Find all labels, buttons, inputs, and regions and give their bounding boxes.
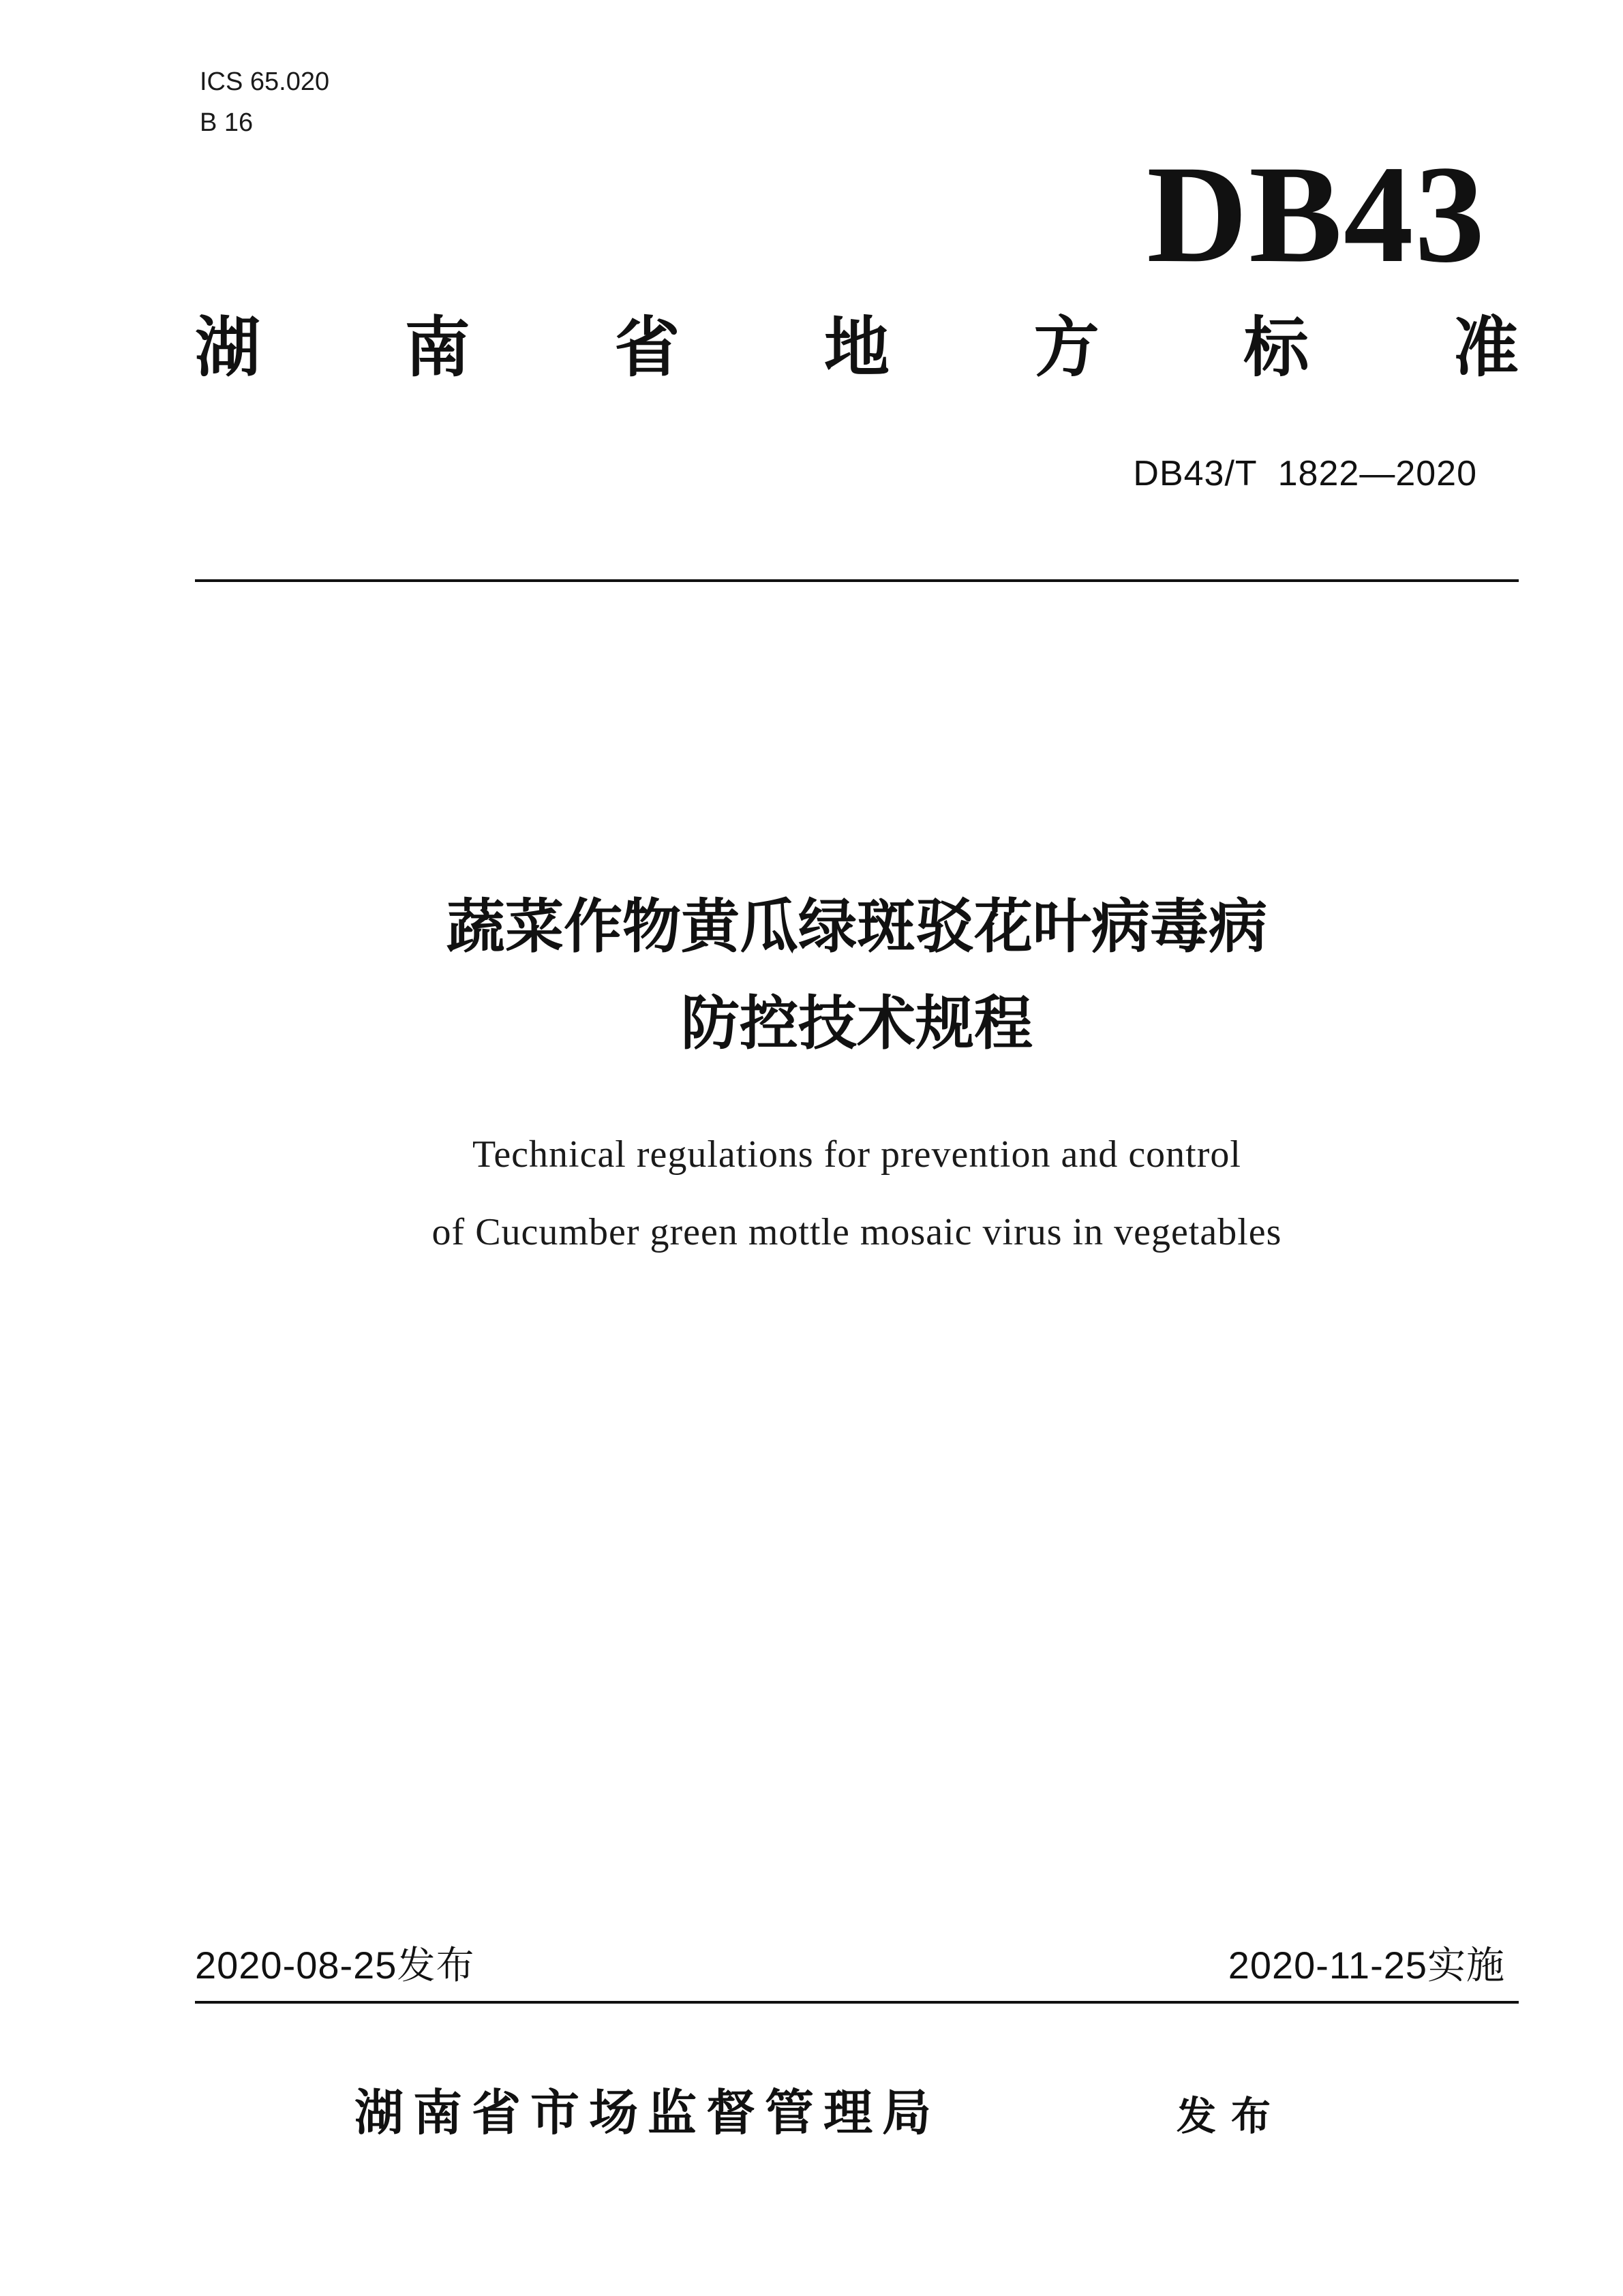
standard-type-char: 方 bbox=[1033, 309, 1099, 386]
ccs-code: B 16 bbox=[200, 108, 254, 137]
ics-code: ICS 65.020 bbox=[200, 67, 330, 96]
standard-type-char: 地 bbox=[823, 309, 890, 386]
title-english-line-2: of Cucumber green mottle mosaic virus in vegetables bbox=[431, 1211, 1282, 1253]
standard-type-char: 湖 bbox=[195, 309, 260, 386]
bottom-divider bbox=[195, 2001, 1519, 2004]
standard-type-char: 准 bbox=[1453, 309, 1519, 386]
top-divider bbox=[195, 579, 1519, 582]
publish-action: 发布 bbox=[1177, 2093, 1286, 2139]
implementation-date: 2020-11-25实施 bbox=[1228, 1944, 1505, 1987]
standard-number: DB43/T 1822—2020 bbox=[1133, 454, 1477, 493]
standard-logo: DB43 bbox=[1147, 137, 1486, 292]
standard-type-heading bbox=[195, 307, 1519, 388]
publisher-name: 湖南省市场监督管理局 bbox=[354, 2084, 941, 2141]
title-chinese-line-2: 防控技术规程 bbox=[681, 990, 1033, 1058]
title-english-line-1: Technical regulations for prevention and control bbox=[472, 1133, 1241, 1176]
title-chinese-line-1: 蔬菜作物黄瓜绿斑驳花叶病毒病 bbox=[446, 893, 1267, 961]
standard-type-char: 省 bbox=[614, 309, 680, 386]
standard-type-char: 南 bbox=[404, 309, 470, 386]
issue-date: 2020-08-25发布 bbox=[195, 1944, 475, 1987]
standard-type-char: 标 bbox=[1243, 309, 1309, 386]
